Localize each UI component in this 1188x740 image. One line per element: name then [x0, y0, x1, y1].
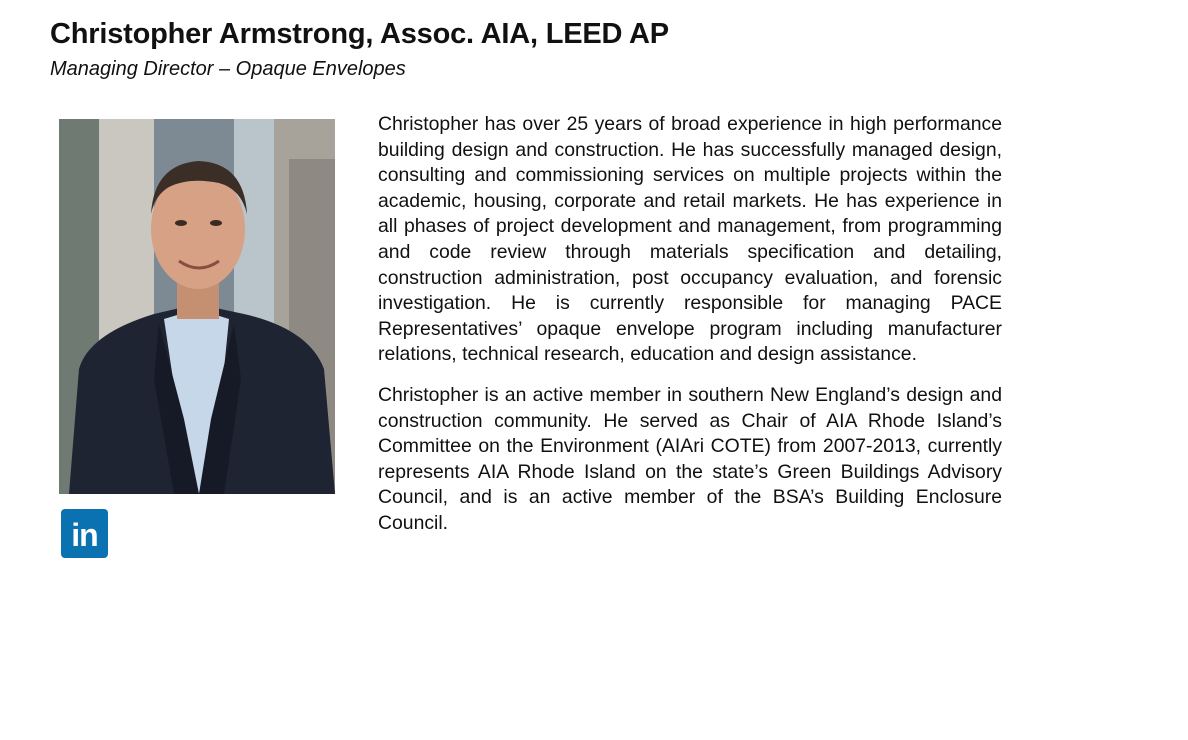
person-name: Christopher Armstrong, Assoc. AIA, LEED AP	[50, 18, 669, 50]
bio-paragraph: Christopher is an active member in southern New England’s design and construction community. He served as Chair of AIA Rhode Island’s Committee on the Environment (AIAri COTE) from 2007-2013, currently represents AIA Rhode Island on the state’s Green Buildings Advisory Council, and is an active member of the BSA’s Building Enclosure Council.	[378, 383, 1002, 534]
linkedin-icon-label: in	[71, 516, 98, 553]
linkedin-icon[interactable]	[61, 509, 108, 558]
portrait-photo	[59, 119, 335, 494]
bio-paragraph: Christopher has over 25 years of broad experience in high performance building design and construction. He has successfully managed design, consulting and commissioning services on multiple projects within the academic, housing, corporate and retail markets. He has experience in all phases of project development and management, from programming and code review through materials specification and detailing, construction administration, post occupancy evaluation, and forensic investigation. He is currently responsible for managing PACE Representatives’ opaque envelope program including manufacturer relations, technical research, education and design assistance.	[378, 113, 1002, 366]
biography	[378, 112, 1002, 537]
job-title: Managing Director – Opaque Envelopes	[50, 58, 406, 80]
